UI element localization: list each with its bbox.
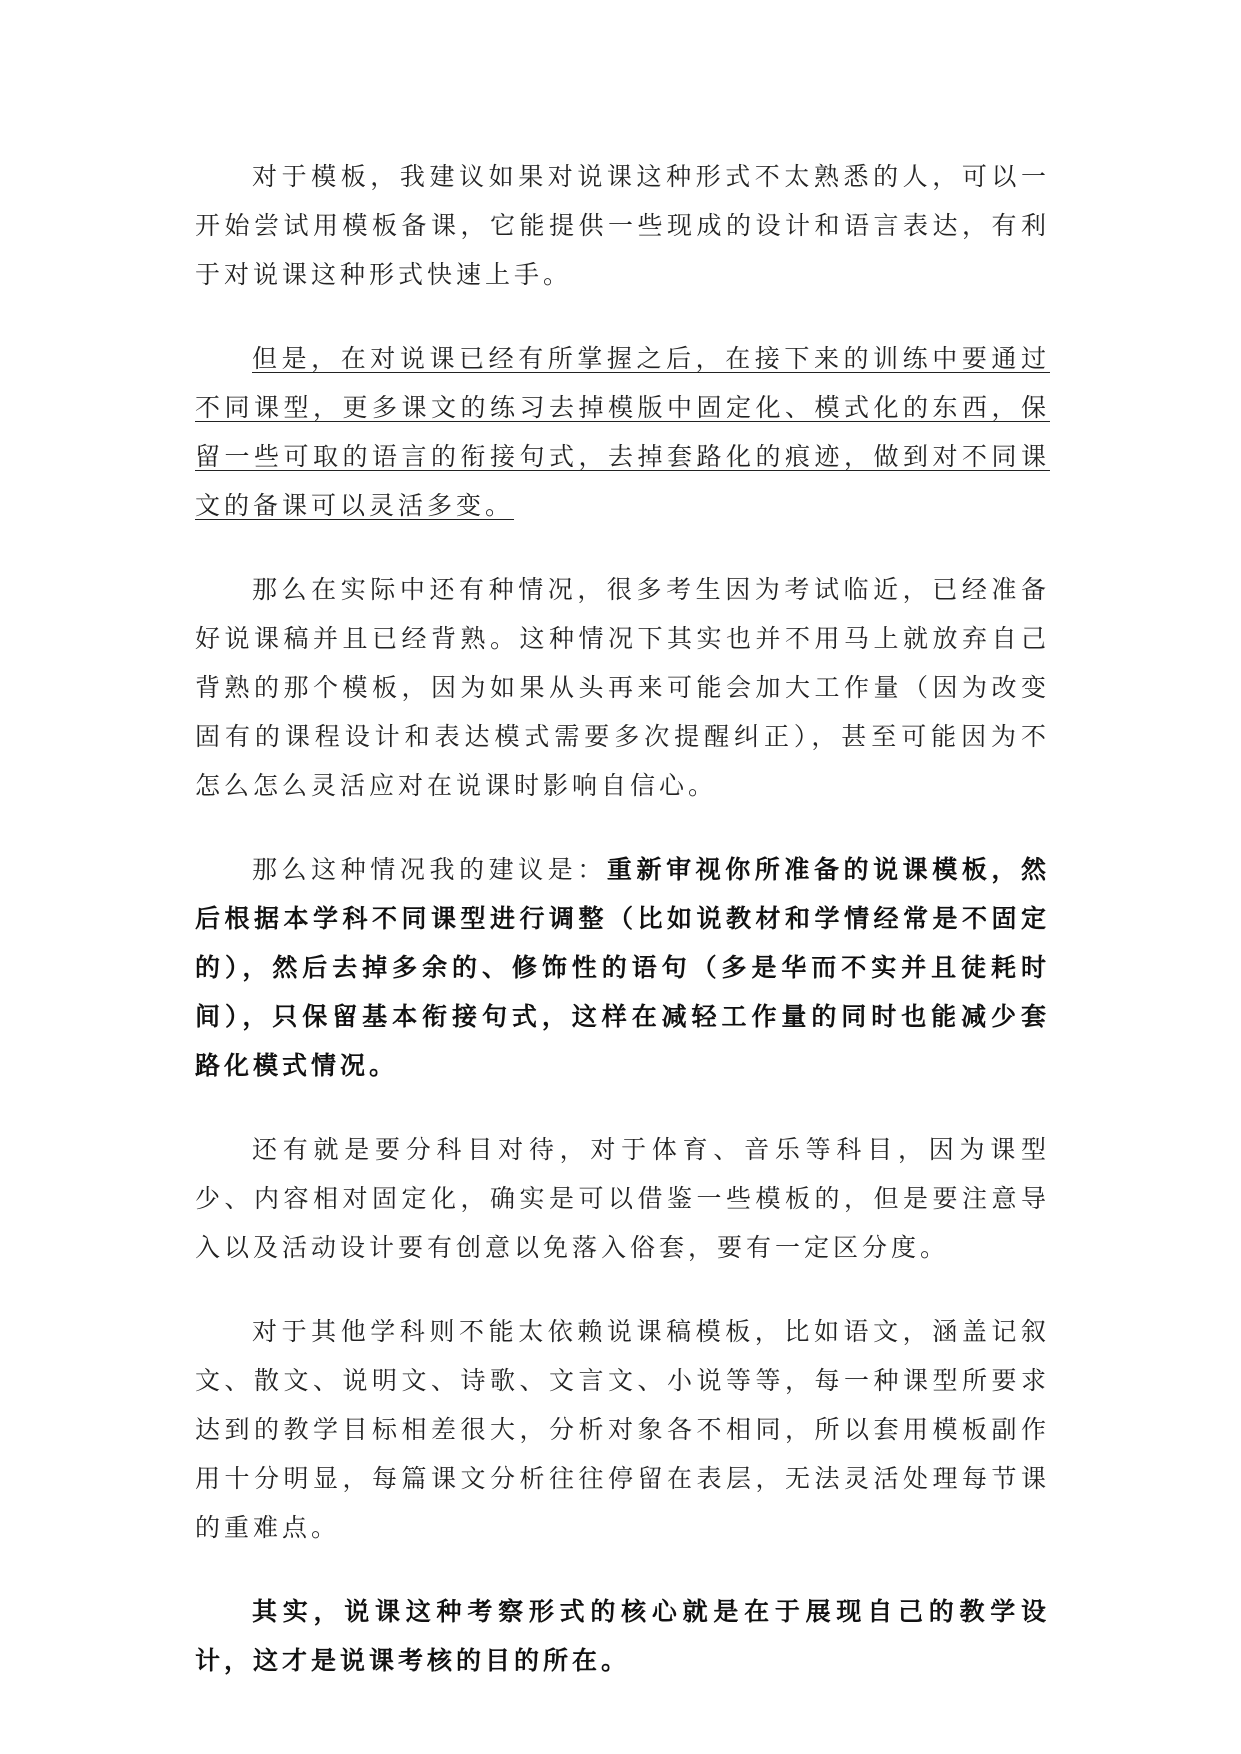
paragraph-text: 那么在实际中还有种情况，很多考生因为考试临近，已经准备好说课稿并且已经背熟。这种情况下其实也并不用马上就放弃自己背熟的那个模板，因为如果从头再来可能会加大工作量（因为改变固有的课程设计和表达模式需要多次提醒纠正），甚至可能因为不怎么怎么灵活应对在说课时影响自信心。: [195, 575, 1050, 800]
paragraph-after-mastery: [195, 334, 1050, 530]
underlined-text: 但是，在对说课已经有所掌握之后，在接下来的训练中要通过不同课型，更多课文的练习去掉模版中固定化、模式化的东西，保留一些可取的语言的衔接句式，去掉套路化的痕迹，做到对不同课文的备课可以灵活多变。: [195, 344, 1050, 520]
conclusion-bold-text: 其实，说课这种考察形式的核心就是在于展现自己的教学设计，这才是说课考核的目的所在。: [195, 1597, 1050, 1675]
paragraph-conclusion: [195, 1587, 1050, 1685]
document-body: [195, 152, 1050, 1720]
paragraph-subject-specific: [195, 1125, 1050, 1272]
suggestion-lead: 那么这种情况我的建议是：: [252, 855, 607, 884]
paragraph-template-advice: [195, 152, 1050, 299]
paragraph-text: 对于其他学科则不能太依赖说课稿模板，比如语文，涵盖记叙文、散文、说明文、诗歌、文言文、小说等等，每一种课型所要求达到的教学目标相差很大，分析对象各不相同，所以套用模板副作用十分明显，每篇课文分析往往停留在表层，无法灵活处理每节课的重难点。: [195, 1317, 1050, 1542]
paragraph-other-subjects: [195, 1307, 1050, 1552]
suggestion-bold-text: 重新审视你所准备的说课模板，然后根据本学科不同课型进行调整（比如说教材和学情经常是不固定的），然后去掉多余的、修饰性的语句（多是华而不实并且徒耗时间），只保留基本衔接句式，这样在减轻工作量的同时也能减少套路化模式情况。: [195, 855, 1050, 1080]
paragraph-exam-situation: [195, 565, 1050, 810]
paragraph-suggestion: [195, 845, 1050, 1090]
paragraph-text: 还有就是要分科目对待，对于体育、音乐等科目，因为课型少、内容相对固定化，确实是可以借鉴一些模板的，但是要注意导入以及活动设计要有创意以免落入俗套，要有一定区分度。: [195, 1135, 1050, 1262]
paragraph-text: 对于模板，我建议如果对说课这种形式不太熟悉的人，可以一开始尝试用模板备课，它能提供一些现成的设计和语言表达，有利于对说课这种形式快速上手。: [195, 162, 1050, 289]
